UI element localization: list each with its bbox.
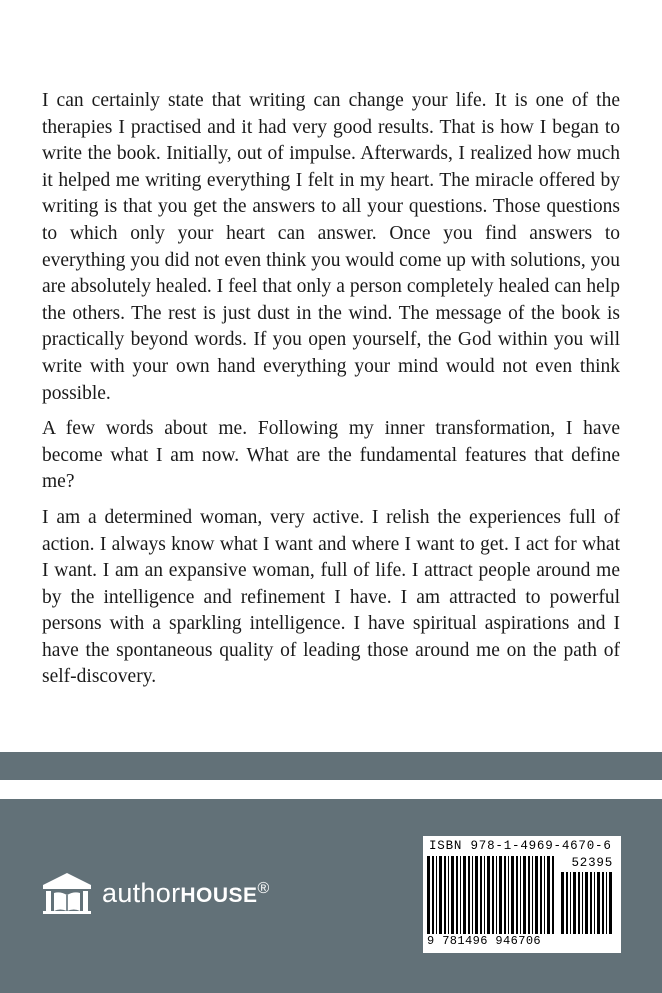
publisher-name <box>102 878 270 909</box>
barcode-bar <box>511 856 514 934</box>
barcode-bar <box>523 856 526 934</box>
paragraph-about-me: A few words about me. Following my inner transformation, I have become what I am now. What are the fundamental features that define me? <box>42 418 620 493</box>
barcode-bar <box>456 856 458 934</box>
barcode-bar <box>439 856 442 934</box>
barcode-bar <box>585 872 588 934</box>
barcode-bar <box>528 856 530 934</box>
barcode-bar <box>573 872 576 934</box>
barcode-bar <box>451 856 454 934</box>
publisher-name-part2: HOUSE <box>180 883 258 907</box>
barcode-bar <box>472 856 473 934</box>
price-code: 52395 <box>571 856 613 870</box>
barcode-bar <box>547 856 550 934</box>
barcode-bar <box>606 872 607 934</box>
barcode-bar <box>540 856 542 934</box>
barcode-bar <box>475 856 478 934</box>
barcode-bar <box>487 856 490 934</box>
barcode-bar <box>504 856 506 934</box>
barcode-bar <box>578 872 580 934</box>
barcode-addon-bars <box>561 872 613 942</box>
barcode-bar <box>492 856 494 934</box>
barcode-bar <box>552 856 554 934</box>
barcode-bar <box>561 872 564 934</box>
divider-stripe <box>0 752 662 780</box>
footer-band <box>0 799 662 993</box>
barcode-bar <box>566 872 568 934</box>
barcode-bar <box>597 872 600 934</box>
barcode-bar <box>463 856 466 934</box>
ean-digits: 9 781496 946706 <box>427 934 542 948</box>
publisher-logo <box>40 871 270 915</box>
barcode-bar <box>427 856 430 934</box>
barcode-bar <box>594 872 595 934</box>
barcode-bar <box>544 856 545 934</box>
barcode-bar <box>448 856 449 934</box>
barcode-bar <box>436 856 437 934</box>
paragraph-character: I am a determined woman, very active. I relish the experiences full of action. I always know what I want and where I want to get. I act for what I want. I am an expansive woman, full of life. I attract people around me by the intelligence and refinement I have. I am attracted to powerful persons with a sparkling intelligence. I have spiritual aspirations and I have the spontaneous quality of leading those around me on the path of self-discovery. <box>42 506 620 688</box>
barcode-bar <box>609 872 612 934</box>
isbn-label: ISBN 978-1-4969-4670-6 <box>429 839 612 853</box>
barcode-bar <box>520 856 521 934</box>
publisher-name-part1: author <box>102 877 181 908</box>
barcode-bar <box>460 856 461 934</box>
barcode-bars <box>427 856 555 936</box>
barcode-bar <box>496 856 497 934</box>
barcode-bar <box>535 856 538 934</box>
back-cover-text <box>42 88 620 700</box>
barcode-bar <box>499 856 502 934</box>
barcode-bar <box>602 872 604 934</box>
barcode-bar <box>516 856 518 934</box>
registered-mark: ® <box>257 879 270 897</box>
barcode-bar <box>590 872 592 934</box>
barcode-bar <box>484 856 485 934</box>
barcode-bar <box>582 872 583 934</box>
authorhouse-logo-icon <box>40 871 94 915</box>
barcode-bar <box>570 872 571 934</box>
barcode-bar <box>508 856 509 934</box>
barcode-bar <box>532 856 533 934</box>
barcode-bar <box>480 856 482 934</box>
barcode-bar <box>468 856 470 934</box>
isbn-barcode <box>423 836 621 953</box>
barcode-bar <box>444 856 446 934</box>
paragraph-writing: I can certainly state that writing can change your life. It is one of the therapies I practised and it had very good results. That is how I began to write the book. Initially, out of impulse. Afterwards, I realized how much it helped me writing everything I felt in my heart. The miracle offered by writing is that you get the answers to all your questions. Those questions to which only your heart can answer. Once you find answers to everything you did not even think you would come up with solutions, you are absolutely healed. I feel that only a person completely healed can help the others. The rest is just dust in the wind. The message of the book is practically beyond words. If you open yourself, the God within you will write with your own hand everything your mind would not even think possible. <box>42 90 620 404</box>
barcode-bar <box>432 856 434 934</box>
